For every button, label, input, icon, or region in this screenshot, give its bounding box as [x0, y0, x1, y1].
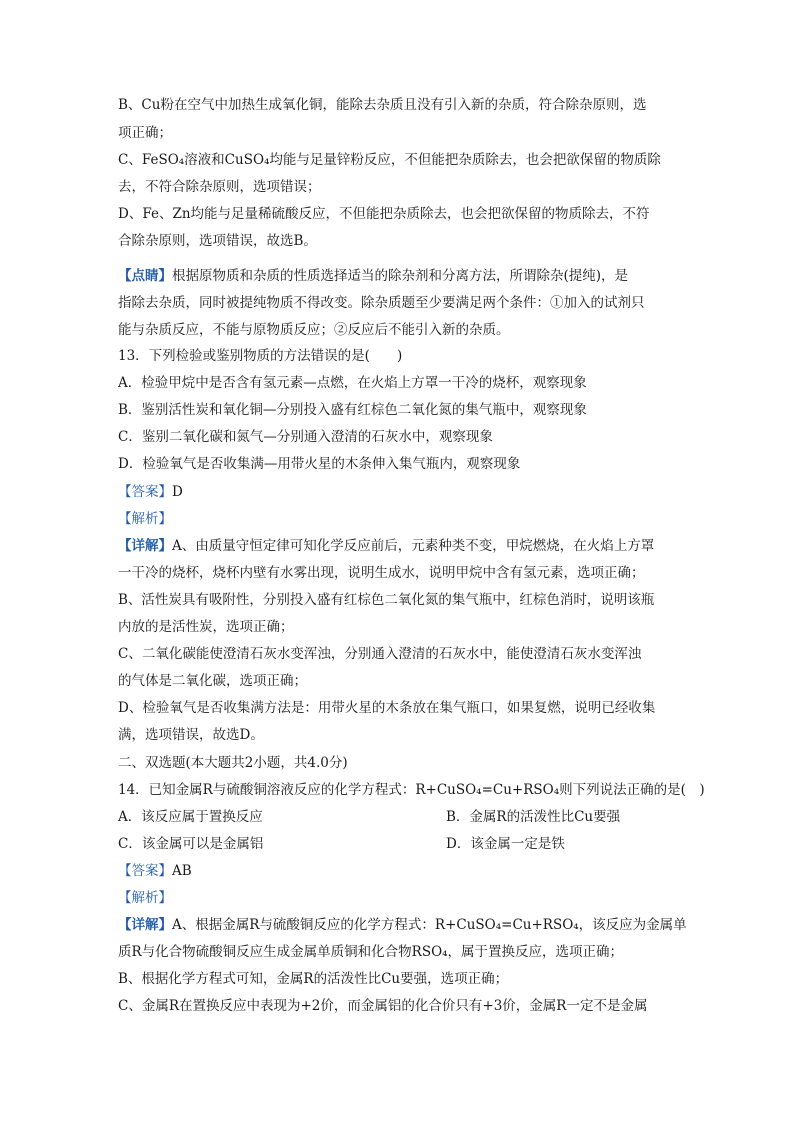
- jiexi-tag: 【解析】: [118, 511, 172, 527]
- detail-line: C、二氧化碳能使澄清石灰水变浑浊，分别通入澄清的石灰水中，能使澄清石灰水变浑浊: [118, 646, 642, 662]
- detail-tag: 【详解】: [118, 917, 172, 933]
- text-line: 去，不符合除杂原则，选项错误；: [118, 179, 321, 195]
- detail-line: 质R与化合物硫酸铜反应生成金属单质铜和化合物RSO₄，属于置换反应，选项正确；: [118, 944, 624, 960]
- detail-line: D、检验氧气是否收集满方法是：用带火星的木条放在集气瓶口，如果复燃，说明已经收集: [118, 700, 656, 716]
- text-line: C、FeSO₄溶液和CuSO₄均能与足量锌粉反应，不但能把杂质除去，也会把欲保留的物质除: [118, 152, 661, 168]
- detail-line: 的气体是二氧化碳，选项正确；: [118, 673, 307, 689]
- dianjing-tag: 【点睛】: [118, 268, 172, 284]
- detail-line: B、活性炭具有吸附性，分别投入盛有红棕色二氧化氮的集气瓶中，红棕色消时，说明该瓶: [118, 592, 655, 608]
- text-line: 合除杂原则，选项错误，故选B。: [118, 233, 317, 249]
- detail-tag: 【详解】: [118, 538, 172, 554]
- question-13-stem: 13．下列检验或鉴别物质的方法错误的是( ): [118, 348, 403, 364]
- dianjing-line-1: 【点睛】根据原物质和杂质的性质选择适当的除杂剂和分离方法，所谓除杂(提纯)，是: [118, 268, 629, 284]
- option-d: D．检验氧气是否收集满—用带火星的木条伸入集气瓶内，观察现象: [118, 456, 521, 472]
- detail-line: 内放的是活性炭，选项正确；: [118, 619, 294, 635]
- dianjing-line-3: 能与杂质反应，不能与原物质反应；②反应后不能引入新的杂质。: [118, 322, 510, 338]
- detail-line-1: 【详解】A、由质量守恒定律可知化学反应前后，元素种类不变，甲烷燃烧，在火焰上方罩: [118, 538, 655, 554]
- option-c: C．该金属可以是金属铝: [118, 836, 264, 852]
- text-line: D、Fe、Zn均能与足量稀硫酸反应，不但能把杂质除去，也会把欲保留的物质除去，不符: [118, 206, 650, 222]
- option-b: B．鉴别活性炭和氧化铜—分别投入盛有红棕色二氧化氮的集气瓶中，观察现象: [118, 402, 587, 418]
- option-d: D．该金属一定是铁: [446, 836, 565, 852]
- detail-line: B、根据化学方程式可知，金属R的活泼性比Cu要强，选项正确；: [118, 971, 509, 987]
- answer-tag: 【答案】: [118, 863, 172, 879]
- detail-line: 一干冷的烧杯，烧杯内壁有水雾出现，说明生成水，说明甲烷中含有氢元素，选项正确；: [118, 565, 645, 581]
- detail-line: 满，选项错误，故选D。: [118, 727, 264, 743]
- text-line: B、Cu粉在空气中加热生成氧化铜，能除去杂质且没有引入新的杂质，符合除杂原则，选: [118, 97, 647, 113]
- option-c: C．鉴别二氧化碳和氮气—分别通入澄清的石灰水中，观察现象: [118, 429, 493, 445]
- detail-line: C、金属R在置换反应中表现为+2价，而金属铝的化合价只有+3价，金属R一定不是金属: [118, 998, 648, 1014]
- answer-line: [118, 862, 678, 880]
- section-heading: 二、双选题(本大题共2小题，共4.0分): [118, 755, 348, 771]
- detail-line-1: 【详解】A、根据金属R与硫酸铜反应的化学方程式：R+CuSO₄=Cu+RSO₄，该反应为金属单: [118, 917, 687, 933]
- dianjing-line-2: 指除去杂质，同时被提纯物质不得改变。除杂质题至少要满足两个条件：①加入的试剂只: [118, 295, 645, 311]
- answer-tag: 【答案】: [118, 484, 172, 500]
- jiexi-tag: 【解析】: [118, 890, 172, 906]
- option-b: B．金属R的活泼性比Cu要强: [446, 809, 621, 825]
- question-14-stem: 14．已知金属R与硫酸铜溶液反应的化学方程式：R+CuSO₄=Cu+RSO₄则下列说法正确的是( ): [118, 782, 705, 798]
- text-line: 项正确；: [118, 125, 172, 141]
- answer-line: [118, 483, 678, 501]
- option-a: A．该反应属于置换反应: [118, 809, 263, 825]
- answer-value: D: [172, 484, 183, 500]
- option-a: A．检验甲烷中是否含有氢元素—点燃，在火焰上方罩一干冷的烧杯，观察现象: [118, 375, 587, 391]
- answer-value: AB: [172, 863, 192, 879]
